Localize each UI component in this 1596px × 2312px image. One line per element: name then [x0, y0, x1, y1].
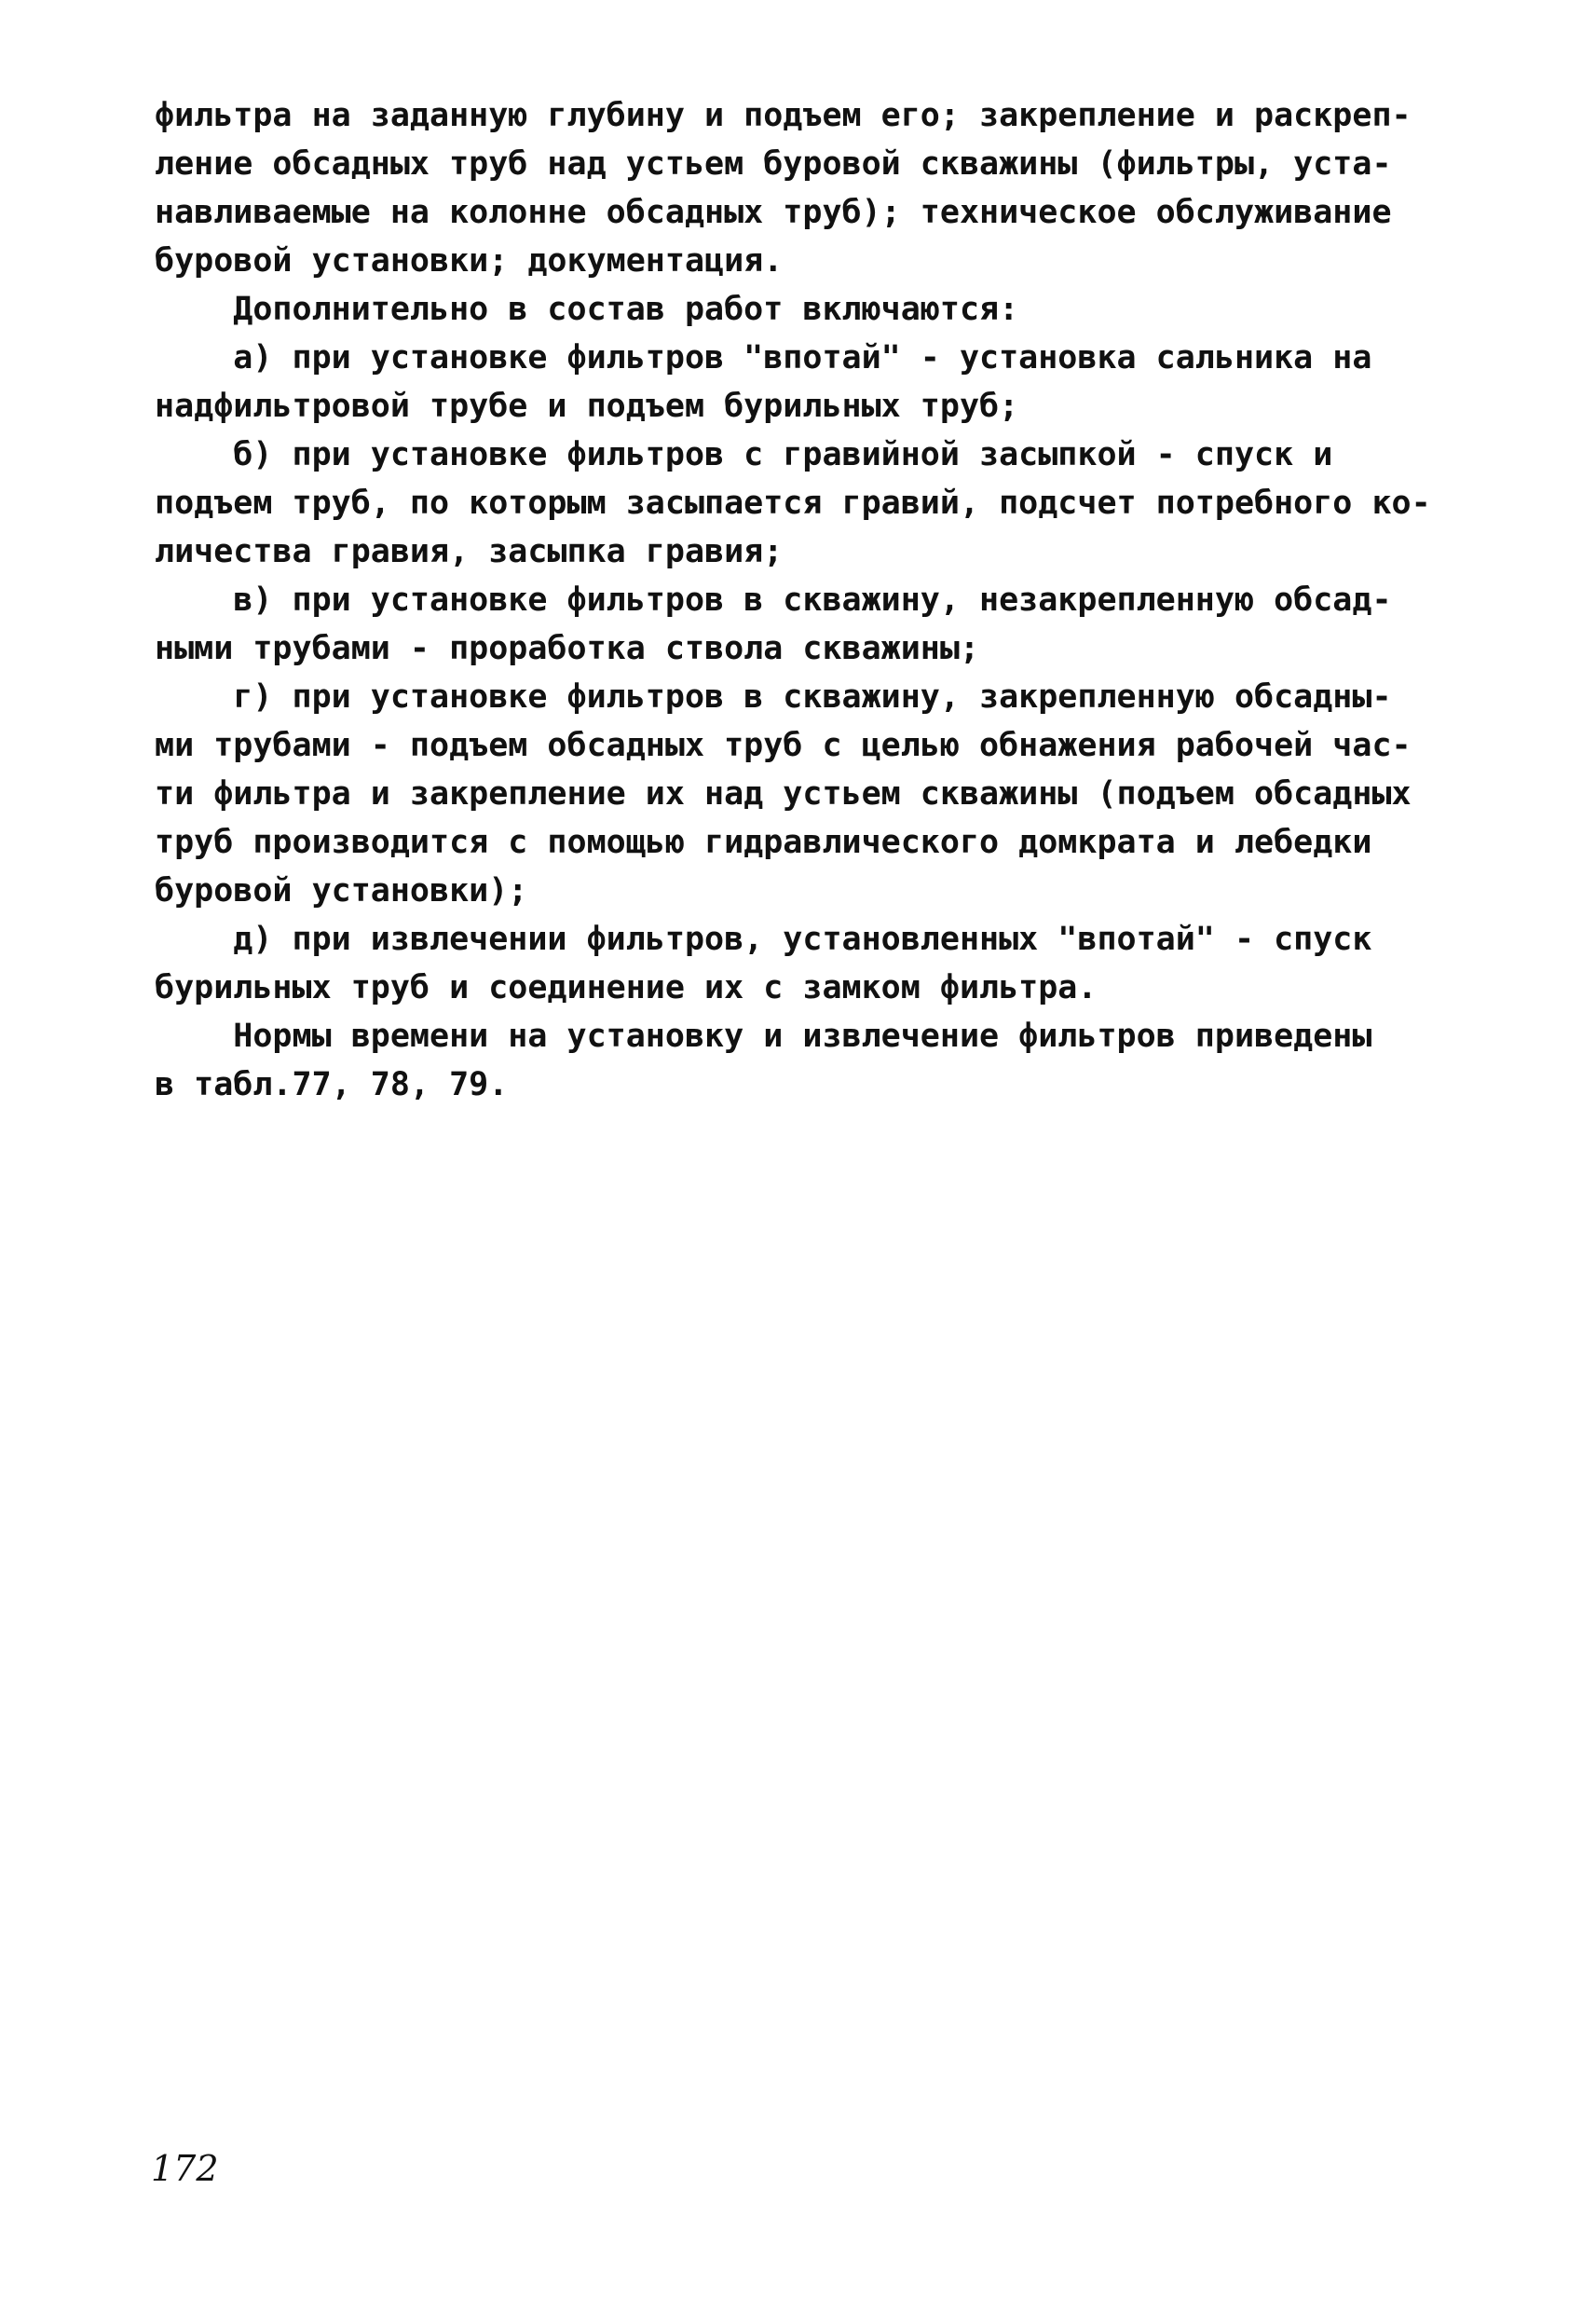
text-line-7: надфильтровой трубе и подъем бурильных труб; [155, 388, 1019, 425]
text-line-1: фильтра на заданную глубину и подъем его; закрепление и раскреп- [155, 97, 1412, 134]
text-line-11: в) при установке фильтров в скважину, незакрепленную обсад- [155, 581, 1392, 619]
text-line-10: личества гравия, засыпка гравия; [155, 533, 784, 570]
page-number: 172 [151, 2148, 219, 2189]
text-line-6: а) при установке фильтров "впотай" - установка сальника на [155, 339, 1372, 376]
text-line-3: навливаемые на колонне обсадных труб); техническое обслуживание [155, 194, 1392, 231]
text-line-9: подъем труб, по которым засыпается гравий, подсчет потребного ко- [155, 485, 1431, 522]
text-line-17: буровой установки); [155, 872, 528, 910]
text-line-5: Дополнительно в состав работ включаются: [155, 291, 1019, 328]
text-line-21: в табл.77, 78, 79. [155, 1066, 509, 1103]
text-line-12: ными трубами - проработка ствола скважины; [155, 630, 980, 667]
text-line-13: г) при установке фильтров в скважину, закрепленную обсадны- [155, 678, 1392, 716]
text-line-2: ление обсадных труб над устьем буровой скважины (фильтры, уста- [155, 145, 1392, 183]
text-line-18: д) при извлечении фильтров, установленных "впотай" - спуск [155, 921, 1372, 958]
text-line-15: ти фильтра и закрепление их над устьем скважины (подъем обсадных [155, 775, 1412, 813]
text-line-20: Нормы времени на установку и извлечение фильтров приведены [155, 1018, 1372, 1055]
text-line-4: буровой установки; документация. [155, 242, 784, 280]
text-line-14: ми трубами - подъем обсадных труб с целью обнажения рабочей час- [155, 727, 1412, 764]
text-line-8: б) при установке фильтров с гравийной засыпкой - спуск и [155, 436, 1333, 473]
text-line-19: бурильных труб и соединение их с замком фильтра. [155, 969, 1098, 1006]
text-line-16: труб производится с помощью гидравлического домкрата и лебедки [155, 824, 1372, 861]
